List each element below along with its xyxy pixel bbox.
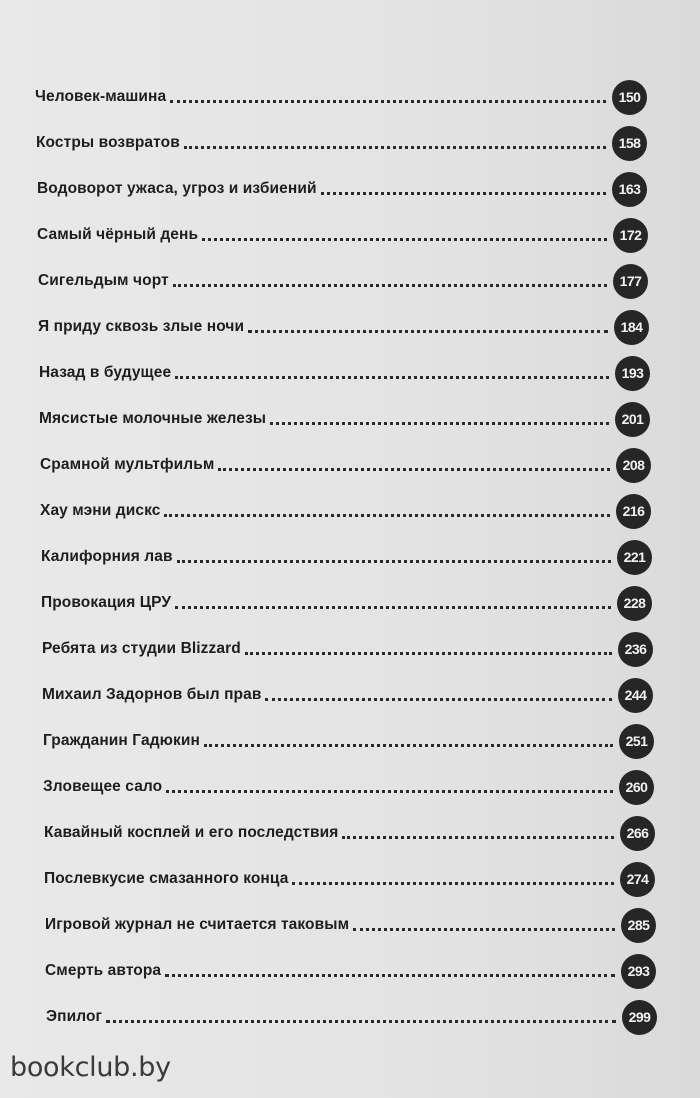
- toc-entry-title: Калифорния лав: [41, 548, 173, 565]
- toc-entry: [38, 264, 648, 298]
- dot-leader: [170, 100, 606, 103]
- dot-leader: [204, 744, 613, 747]
- dot-leader: [342, 836, 614, 839]
- dot-leader: [184, 146, 606, 149]
- dot-leader: [321, 192, 606, 195]
- toc-entry: [40, 494, 651, 528]
- page-number-badge: 251: [619, 724, 654, 759]
- page-number-badge: 228: [617, 586, 652, 621]
- toc-entry: [46, 1000, 657, 1034]
- page-number-badge: 244: [618, 678, 653, 713]
- toc-entry: [45, 954, 656, 988]
- page-number-badge: 172: [613, 218, 648, 253]
- toc-entry: [37, 172, 647, 206]
- dot-leader: [166, 790, 613, 793]
- dot-leader: [218, 468, 610, 471]
- toc-entry: [45, 908, 656, 942]
- toc-entry-title: Назад в будущее: [39, 364, 172, 381]
- toc-entry-title: Мясистые молочные железы: [39, 410, 267, 427]
- dot-leader: [202, 238, 607, 241]
- dot-leader: [265, 698, 612, 701]
- toc-entry: [43, 770, 654, 804]
- toc-entry: [41, 586, 652, 620]
- dot-leader: [106, 1020, 616, 1023]
- dot-leader: [175, 376, 609, 379]
- toc-entry-title: Хау мэни дискс: [40, 502, 161, 519]
- page-number-badge: 221: [617, 540, 652, 575]
- toc-entry: [42, 632, 653, 666]
- page-number-badge: 299: [622, 1000, 657, 1035]
- toc-entry-title: Самый чёрный день: [37, 226, 199, 243]
- toc-entry: [42, 678, 653, 712]
- toc-entry-title: Игровой журнал не считается таковым: [45, 916, 350, 933]
- dot-leader: [353, 928, 615, 931]
- page-number-badge: 266: [620, 816, 655, 851]
- page-number-badge: 193: [615, 356, 650, 391]
- toc-entry-title: Я приду сквозь злые ночи: [38, 318, 245, 335]
- page-number-badge: 163: [612, 172, 647, 207]
- toc-entry: [36, 126, 647, 160]
- toc-entry: [40, 448, 651, 482]
- toc-entry-title: Водоворот ужаса, угроз и избиений: [37, 180, 317, 197]
- page-number-badge: 158: [612, 126, 647, 161]
- toc-entry-title: Кавайный косплей и его последствия: [44, 824, 339, 841]
- toc-entry-title: Гражданин Гадюкин: [43, 732, 200, 749]
- toc-entry-title: Зловещее сало: [43, 778, 163, 795]
- toc-entry-title: Сигельдым чорт: [38, 272, 169, 289]
- toc-entry-title: Смерть автора: [45, 962, 162, 979]
- toc-entry-title: Провокация ЦРУ: [41, 594, 172, 611]
- toc-entry: [39, 402, 650, 436]
- dot-leader: [245, 652, 612, 655]
- dot-leader: [173, 284, 607, 287]
- toc-entry-title: Ребята из студии Blizzard: [42, 640, 241, 657]
- page-number-badge: 260: [619, 770, 654, 805]
- toc-entry: [39, 356, 650, 390]
- page-number-badge: 236: [618, 632, 653, 667]
- toc-entry: [41, 540, 652, 574]
- toc-entry: [43, 724, 654, 758]
- page-number-badge: 150: [612, 80, 647, 115]
- toc-entry: [44, 862, 655, 896]
- toc-entry: [35, 80, 647, 114]
- dot-leader: [248, 330, 608, 333]
- dot-leader: [270, 422, 609, 425]
- page-number-badge: 293: [621, 954, 656, 989]
- dot-leader: [164, 514, 610, 517]
- dot-leader: [292, 882, 614, 885]
- toc-entry-title: Срамной мультфильм: [40, 456, 215, 473]
- page-number-badge: 201: [615, 402, 650, 437]
- watermark: bookclub.by: [10, 1052, 171, 1083]
- toc-entry-title: Михаил Задорнов был прав: [42, 686, 262, 703]
- toc-entry-title: Костры возвратов: [36, 134, 180, 151]
- toc-entry-title: Послевкусие смазанного конца: [44, 870, 289, 887]
- toc-entry-title: Эпилог: [46, 1008, 103, 1025]
- page-number-badge: 216: [616, 494, 651, 529]
- dot-leader: [165, 974, 615, 977]
- dot-leader: [175, 606, 611, 609]
- dot-leader: [177, 560, 611, 563]
- toc-entry-title: Человек-машина: [35, 88, 167, 105]
- page-number-badge: 177: [613, 264, 648, 299]
- page-number-badge: 274: [620, 862, 655, 897]
- page-number-badge: 208: [616, 448, 651, 483]
- toc-entry: [37, 218, 648, 252]
- toc-entry: [38, 310, 649, 344]
- page-number-badge: 184: [614, 310, 649, 345]
- page-number-badge: 285: [621, 908, 656, 943]
- toc-entry: [44, 816, 655, 850]
